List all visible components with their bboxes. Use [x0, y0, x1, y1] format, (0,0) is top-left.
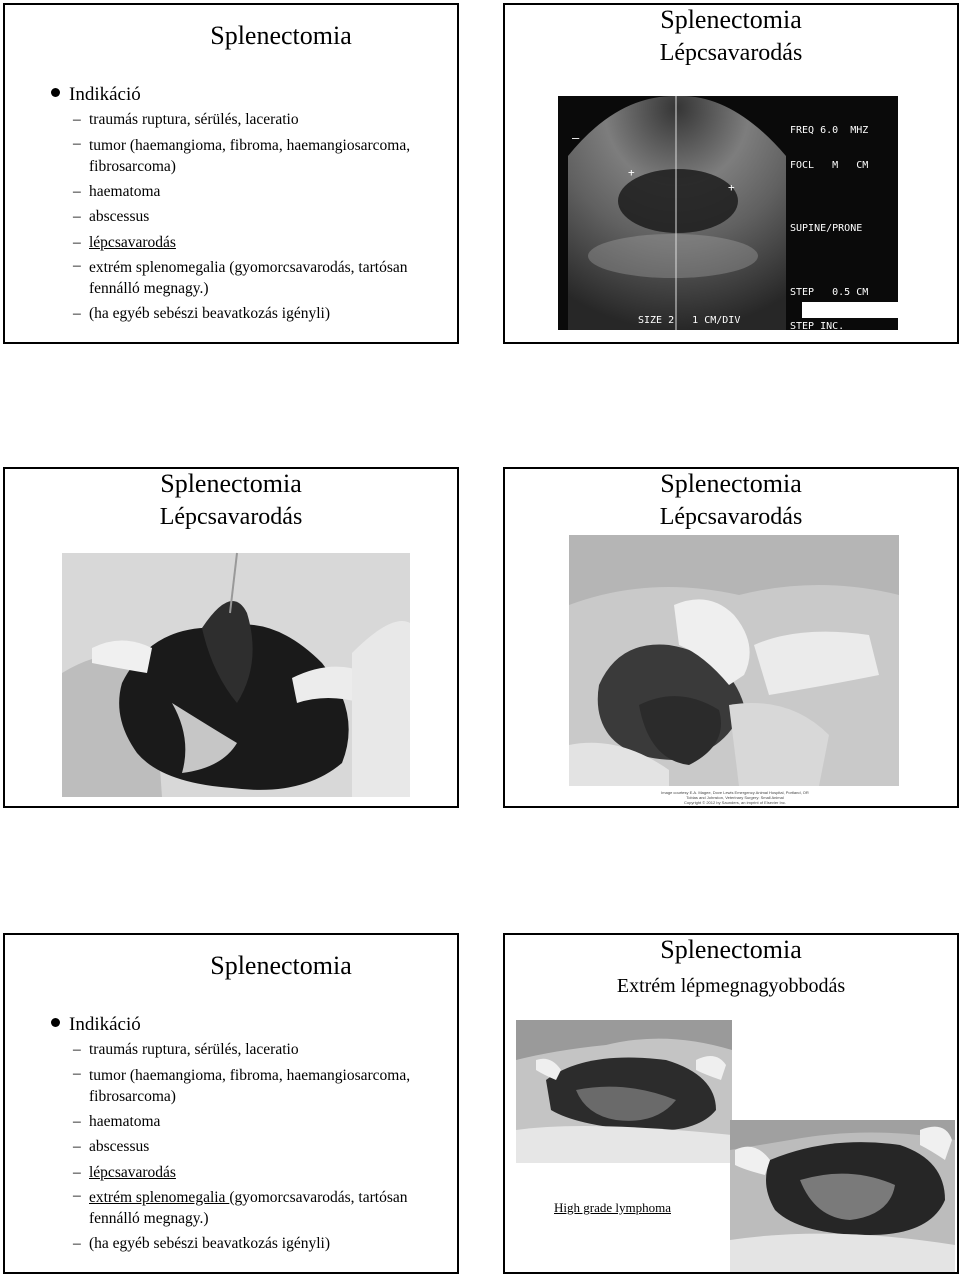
indication-list: [73, 107, 451, 327]
enlarged-spleen-photo: [516, 1020, 732, 1163]
svg-text:+: +: [628, 166, 635, 179]
slide-5: [3, 933, 459, 1274]
slide-title: Splenectomia: [160, 469, 302, 498]
list-item: – tumor (haemangioma, fibroma, haemangiosarcoma, fibrosarcoma): [73, 1064, 411, 1105]
slide-4: [503, 467, 959, 808]
list-item: – (ha egyéb sebészi beavatkozás igényli): [73, 1235, 331, 1252]
list-item: – traumás ruptura, sérülés, laceratio: [73, 1041, 299, 1058]
surgical-photo: [62, 553, 410, 797]
slide-2: [503, 3, 959, 436]
slide-title: Splenectomia: [660, 469, 802, 498]
bullet-dot-icon: [51, 1018, 60, 1027]
slide-subtitle: Lépcsavarodás: [659, 504, 803, 530]
ultrasound-readout: FREQ 6.0 MHZ FOCL M CM SUPINE/PRONE STEP 0.5 CM STEP INC. STEP DEC. WRITE ERASE: [790, 125, 869, 436]
list-item: – (ha egyéb sebészi beavatkozás igényli): [73, 305, 331, 322]
slide-title: Splenectomia: [660, 935, 802, 964]
list-item: – extrém splenomegalia (gyomorcsavarodás, tartósan fennálló megnagy.): [73, 1187, 408, 1227]
enlarged-spleen-photo: [730, 1120, 955, 1272]
slide-title: Splenectomia: [210, 951, 352, 980]
ultrasound-scale: SIZE 2 1 CM/DIV: [638, 315, 741, 326]
slide-title: Splenectomia: [210, 21, 352, 50]
twisted-spleen-photo: [569, 535, 899, 786]
slide-subtitle: Lépcsavarodás: [659, 40, 803, 66]
indication-list: [73, 1037, 451, 1257]
list-item: – abscessus: [73, 208, 150, 225]
list-item: – lépcsavarodás: [73, 1163, 176, 1181]
list-item: – haematoma: [73, 182, 161, 200]
list-item: – extrém splenomegalia (gyomorcsavarodás, tartósan fennálló megnagy.): [73, 257, 408, 297]
surgical-photo-1: [516, 1020, 732, 1163]
bullet-heading: [51, 1014, 141, 1036]
list-item: – abscessus: [73, 1138, 150, 1155]
image-caption: High grade lymphoma: [554, 1200, 671, 1215]
bullet-dot-icon: [51, 88, 60, 97]
slide-6: [503, 933, 959, 1274]
list-item: – tumor (haemangioma, fibroma, haemangiosarcoma, fibrosarcoma): [73, 134, 411, 175]
image-credit: Image courtesy E.A. Magee, Dove Lewis Emergency Animal Hospital, Portland, OR Tobias and Johnston, Veterinary Surgery: Small Animal Copyright © 2012 by Saunders, an imprint of Elsevier Inc.: [661, 790, 809, 805]
svg-text:+: +: [728, 181, 735, 194]
slide-1: [3, 3, 459, 344]
bullet-label: Indikáció: [69, 84, 141, 105]
slide-3: [3, 467, 459, 808]
bullet-heading: [51, 84, 141, 106]
list-item: – lépcsavarodás: [73, 233, 176, 251]
bullet-label: Indikáció: [69, 1014, 141, 1035]
surgical-photo-2: [730, 1120, 955, 1272]
svg-text:–: –: [572, 131, 580, 145]
ultrasound-image: [558, 96, 898, 436]
list-item: – traumás ruptura, sérülés, laceratio: [73, 111, 299, 128]
list-item: – haematoma: [73, 1112, 161, 1130]
slide-subtitle: Lépcsavarodás: [159, 504, 303, 530]
slide-title: Splenectomia: [660, 5, 802, 34]
slide-subtitle: Extrém lépmegnagyobbodás: [616, 975, 846, 997]
surgical-photo: [569, 535, 899, 786]
twisted-spleen-photo: [62, 553, 410, 797]
